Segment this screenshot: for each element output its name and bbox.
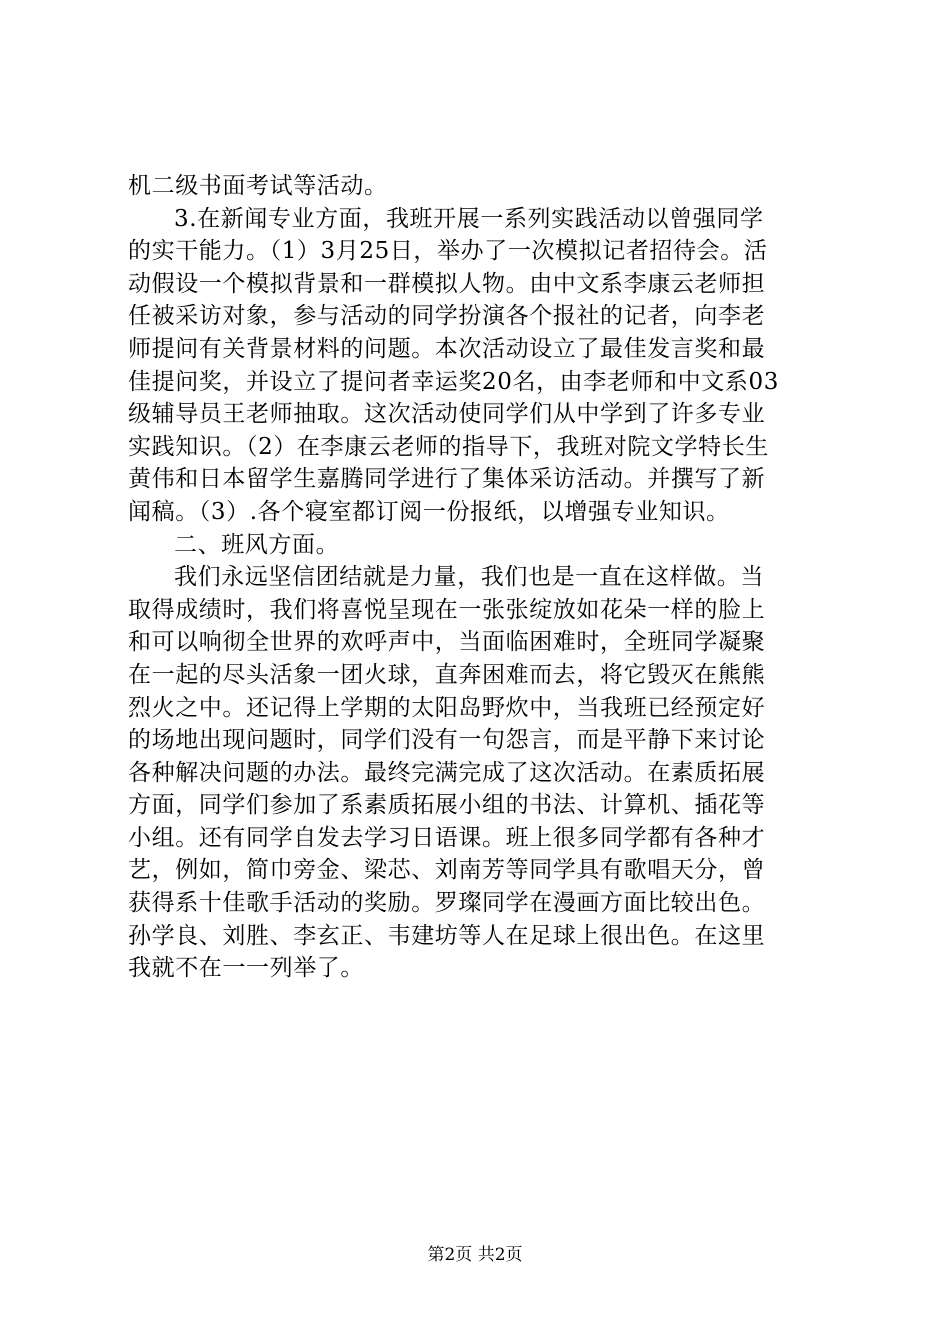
text-line: 的场地出现问题时，同学们没有一句怨言，而是平静下来讨论 (128, 727, 766, 754)
text-line: 方面，同学们参加了系素质拓展小组的书法、计算机、插花等 (128, 792, 766, 819)
text-line: 烈火之中。还记得上学期的太阳岛野炊中，当我班已经预定好 (128, 694, 766, 721)
text-line: 小组。还有同学自发去学习日语课。班上很多同学都有各种才 (128, 824, 766, 851)
page-number-footer: 第2页 共2页 (427, 1245, 523, 1265)
text-line: 孙学良、刘胜、李玄正、韦建坊等人在足球上很出色。在这里 (128, 922, 766, 949)
text-line: 获得系十佳歌手活动的奖励。罗璨同学在漫画方面比较出色。 (128, 890, 766, 917)
text-line: 师提问有关背景材料的问题。本次活动设立了最佳发言奖和最 (128, 335, 766, 362)
text-line: 黄伟和日本留学生嘉腾同学进行了集体采访活动。并撰写了新 (128, 466, 766, 493)
text-line: 3.在新闻专业方面，我班开展一系列实践活动以曾强同学 (174, 205, 764, 232)
text-line: 在一起的尽头活象一团火球，直奔困难而去，将它毁灭在熊熊 (128, 661, 766, 688)
text-line: 的实干能力。（1）3月25日，举办了一次模拟记者招待会。活 (128, 238, 768, 265)
text-line: 和可以响彻全世界的欢呼声中，当面临困难时，全班同学凝聚 (128, 629, 766, 656)
text-line: 我们永远坚信团结就是力量，我们也是一直在这样做。当 (174, 564, 764, 591)
text-line: 我就不在一一列举了。 (128, 955, 364, 982)
section-heading: 二、班风方面。 (174, 531, 340, 558)
text-line: 佳提问奖，并设立了提问者幸运奖20名，由李老师和中文系03 (128, 368, 779, 395)
text-line: 机二级书面考试等活动。 (128, 173, 388, 199)
document-body (128, 170, 828, 985)
text-line: 任被采访对象，参与活动的同学扮演各个报社的记者，向李老 (128, 303, 766, 330)
text-line: 实践知识。（2）在李康云老师的指导下，我班对院文学特长生 (128, 433, 769, 460)
text-line: 级辅导员王老师抽取。这次活动使同学们从中学到了许多专业 (128, 401, 766, 428)
text-line: 取得成绩时，我们将喜悦呈现在一张张绽放如花朵一样的脸上 (128, 596, 766, 623)
text-line: 艺，例如，简巾旁金、梁芯、刘南芳等同学具有歌唱天分，曾 (128, 857, 766, 884)
text-line: 动假设一个模拟背景和一群模拟人物。由中文系李康云老师担 (128, 270, 766, 297)
text-line: 各种解决问题的办法。最终完满完成了这次活动。在素质拓展 (128, 759, 766, 786)
text-line: 闻稿。（3）.各个寝室都订阅一份报纸，以增强专业知识。 (128, 498, 730, 525)
